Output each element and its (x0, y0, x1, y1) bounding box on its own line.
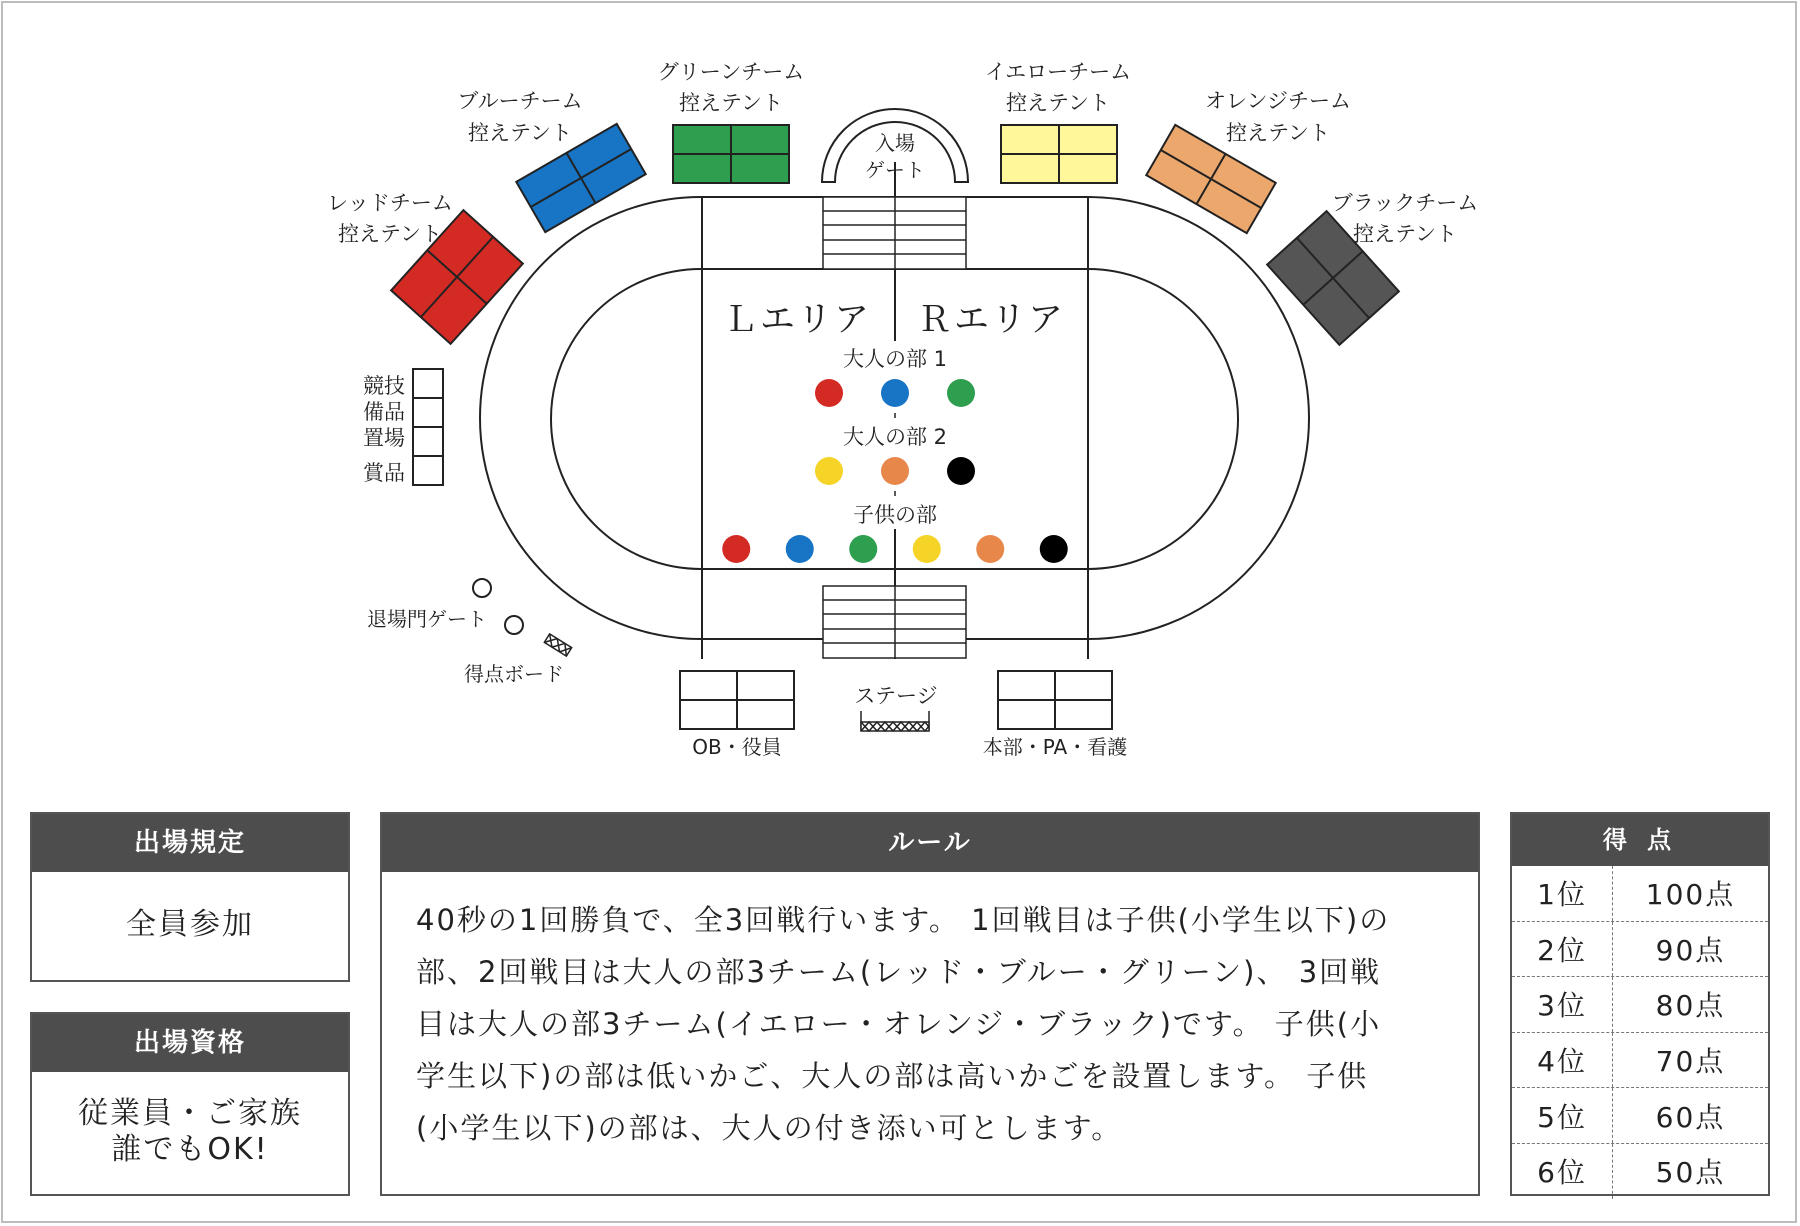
eligibility-line-1: 従業員・ご家族 (78, 1096, 302, 1131)
equipment-label-1: 競技 (363, 374, 405, 398)
orange-tent-label-1: オレンジチーム (1205, 89, 1351, 113)
entrance-gate-label-1: 入場 (875, 131, 915, 155)
rules-line: 目は大人の部3チーム(イエロー・オレンジ・ブラック)です。 子供(小 (416, 1007, 1382, 1041)
score-points: 60点 (1655, 1100, 1726, 1134)
orange-tent-label-2: 控えテント (1226, 121, 1330, 145)
green-tent-label-2: 控えテント (679, 91, 783, 115)
basket-dot (881, 379, 909, 407)
stage-label: ステージ (854, 684, 938, 708)
exit-gate-post-1 (473, 579, 491, 597)
red-tent-label-2: 控えテント (338, 222, 442, 246)
adult-group-2-baskets (815, 457, 975, 485)
eligibility-panel (30, 1012, 350, 1196)
score-board-icon (544, 634, 571, 656)
blue-tent-label-2: 控えテント (468, 121, 572, 145)
equipment-label-3: 置場 (363, 426, 405, 450)
stage-stairs (823, 586, 966, 658)
basket-dot (881, 457, 909, 485)
equipment-label-2: 備品 (363, 400, 405, 424)
yellow-tent-label-1: イエローチーム (984, 60, 1132, 84)
score-row (1512, 1032, 1768, 1088)
basket-dot (849, 535, 877, 563)
rules-line: 学生以下)の部は低いかご、大人の部は高いかごを設置します。 子供 (416, 1059, 1369, 1093)
score-points: 100点 (1645, 878, 1736, 912)
score-row (1512, 1087, 1768, 1143)
score-rank: 5位 (1512, 1088, 1613, 1143)
exit-gate-label: 退場門ゲート (367, 607, 487, 631)
rules-title: ルール (382, 814, 1478, 872)
adult-group-2-label: 大人の部 2 (842, 425, 948, 449)
headquarters-label: 本部・PA・看護 (982, 735, 1128, 759)
score-rank: 1位 (1512, 866, 1613, 921)
basket-dot (815, 457, 843, 485)
entry-rules-panel (30, 812, 350, 982)
left-area-label: Ｌエリア (722, 300, 872, 340)
children-group-label: 子供の部 (853, 503, 937, 527)
basket-dot (1040, 535, 1068, 563)
prizes-label: 賞品 (363, 461, 405, 485)
rules-text (382, 872, 1478, 1154)
basket-dot (913, 535, 941, 563)
scores-table (1512, 866, 1768, 1199)
basket-dot (786, 535, 814, 563)
score-points: 70点 (1655, 1045, 1726, 1079)
rules-line: 部、2回戦目は大人の部3チーム(レッド・ブルー・グリーン)、 3回戦 (416, 955, 1382, 989)
adult-group-1-label: 大人の部 1 (842, 347, 948, 371)
equipment-storage-box (413, 369, 443, 485)
score-points: 50点 (1655, 1156, 1726, 1190)
green-tent-label-1: グリーンチーム (657, 60, 805, 84)
score-points: 80点 (1655, 989, 1726, 1023)
eligibility-line-2: 誰でもOK! (111, 1132, 269, 1167)
scores-panel (1510, 812, 1770, 1196)
entrance-gate-label-2: ゲート (865, 158, 925, 182)
yellow-team-tent (1001, 125, 1117, 183)
score-rank: 2位 (1512, 922, 1613, 977)
rules-line: (小学生以下)の部は、大人の付き添い可とします。 (416, 1111, 1123, 1145)
basket-dot (947, 379, 975, 407)
score-row (1512, 866, 1768, 921)
green-team-tent (673, 125, 789, 183)
score-points: 90点 (1655, 933, 1726, 967)
black-tent-label-2: 控えテント (1353, 222, 1457, 246)
exit-gate-post-2 (505, 616, 523, 634)
score-row (1512, 1143, 1768, 1199)
eligibility-title: 出場資格 (32, 1014, 348, 1072)
score-rank: 3位 (1512, 977, 1613, 1032)
basket-dot (815, 379, 843, 407)
basket-dot (976, 535, 1004, 563)
entry-rules-body: 全員参加 (126, 907, 254, 942)
basket-dot (722, 535, 750, 563)
score-row (1512, 921, 1768, 977)
rules-panel (380, 812, 1480, 1196)
basket-dot (947, 457, 975, 485)
black-tent-label-1: ブラックチーム (1331, 191, 1479, 215)
blue-tent-label-1: ブルーチーム (457, 89, 583, 113)
adult-group-1-baskets (815, 379, 975, 407)
red-tent-label-1: レッドチーム (327, 191, 453, 215)
entry-rules-title: 出場規定 (32, 814, 348, 872)
yellow-tent-label-2: 控えテント (1006, 91, 1110, 115)
score-rank: 4位 (1512, 1033, 1613, 1088)
score-board-label: 得点ボード (464, 662, 564, 686)
rules-line: 40秒の1回勝負で、全3回戦行います。 1回戦目は子供(小学生以下)の (416, 903, 1391, 937)
score-row (1512, 976, 1768, 1032)
scores-title: 得 点 (1512, 814, 1768, 866)
score-rank: 6位 (1512, 1144, 1613, 1199)
headquarters-tent (998, 671, 1112, 729)
ob-officers-label: OB・役員 (692, 735, 782, 759)
right-area-label: Ｒエリア (916, 300, 1066, 340)
stage-platform (861, 711, 929, 731)
ob-officers-tent (680, 671, 794, 729)
entrance-stairs (823, 197, 966, 269)
